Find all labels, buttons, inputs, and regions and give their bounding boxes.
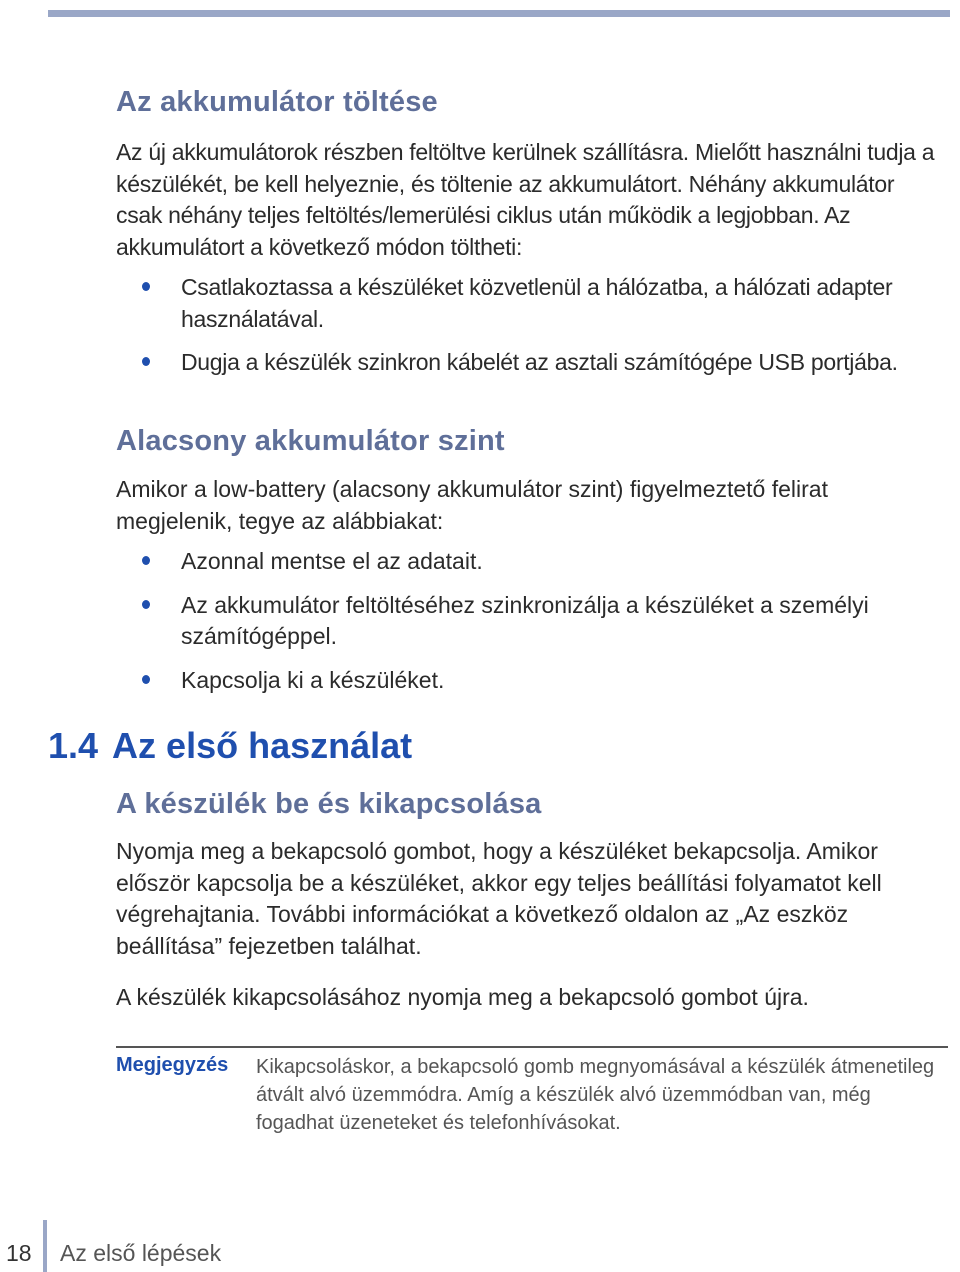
page-number: 18 — [6, 1240, 32, 1266]
bullet-icon — [142, 357, 150, 366]
top-rule — [48, 10, 950, 17]
bullet-list-low-battery — [116, 546, 936, 708]
heading-low-battery: Alacsony akkumulátor szint — [116, 425, 505, 457]
heading-power: A készülék be és kikapcsolása — [116, 788, 542, 820]
section-title — [48, 725, 412, 767]
bullet-list-charging — [116, 272, 936, 391]
chapter-title: Az első lépések — [60, 1240, 222, 1266]
bullet-icon — [142, 282, 150, 291]
list-item: Dugja a készülék szinkron kábelét az asztali számítógépe USB portjába. — [116, 347, 936, 379]
bullet-icon — [142, 556, 150, 565]
paragraph-power-2: A készülék kikapcsolásához nyomja meg a bekapcsoló gombot újra. — [116, 984, 809, 1010]
list-item: Az akkumulátor feltöltéséhez szinkronizálja a készüléket a személyi számítógéppel. — [116, 590, 936, 653]
section-number: 1.4 — [48, 725, 99, 766]
paragraph-power-1: Nyomja meg a bekapcsoló gombot, hogy a készüléket bekapcsolja. Amikor először kapcsolja be a készüléket, akkor egy teljes beállítási folyamatot kell végrehajtania. További információkat a következő oldalon az „Az eszköz beállítása” fejezetben találhat. — [116, 838, 882, 959]
note-text: Kikapcsoláskor, a bekapcsoló gomb megnyomásával a készülék átmenetileg átvált alvó üzemmódra. Amíg a készülék alvó üzemmódban van, még fogadhat üzeneteket és telefonhívásokat. — [256, 1056, 935, 1134]
bullet-icon — [142, 600, 150, 609]
list-item: Azonnal mentse el az adatait. — [116, 546, 936, 578]
section-title-text: Az első használat — [112, 725, 413, 766]
note-divider — [116, 1046, 948, 1048]
note-label: Megjegyzés — [116, 1054, 229, 1076]
paragraph-low-battery: Amikor a low-battery (alacsony akkumulátor szint) figyelmeztető felirat megjelenik, tegye az alábbiakat: — [116, 476, 828, 534]
bullet-icon — [142, 675, 150, 684]
list-item: Csatlakoztassa a készüléket közvetlenül a hálózatba, a hálózati adapter használatával. — [116, 272, 936, 335]
footer-divider — [43, 1220, 47, 1272]
heading-charging: Az akkumulátor töltése — [116, 86, 438, 118]
list-item: Kapcsolja ki a készüléket. — [116, 665, 936, 697]
paragraph-charging: Az új akkumulátorok részben feltöltve kerülnek szállításra. Mielőtt használni tudja a készülékét, be kell helyeznie, és töltenie az akkumulátort. Néhány akkumulátor csak néhány teljes feltöltés/lemerülési ciklus után működik a legjobban. Az akkumulátort a következő módon töltheti: — [116, 139, 935, 260]
